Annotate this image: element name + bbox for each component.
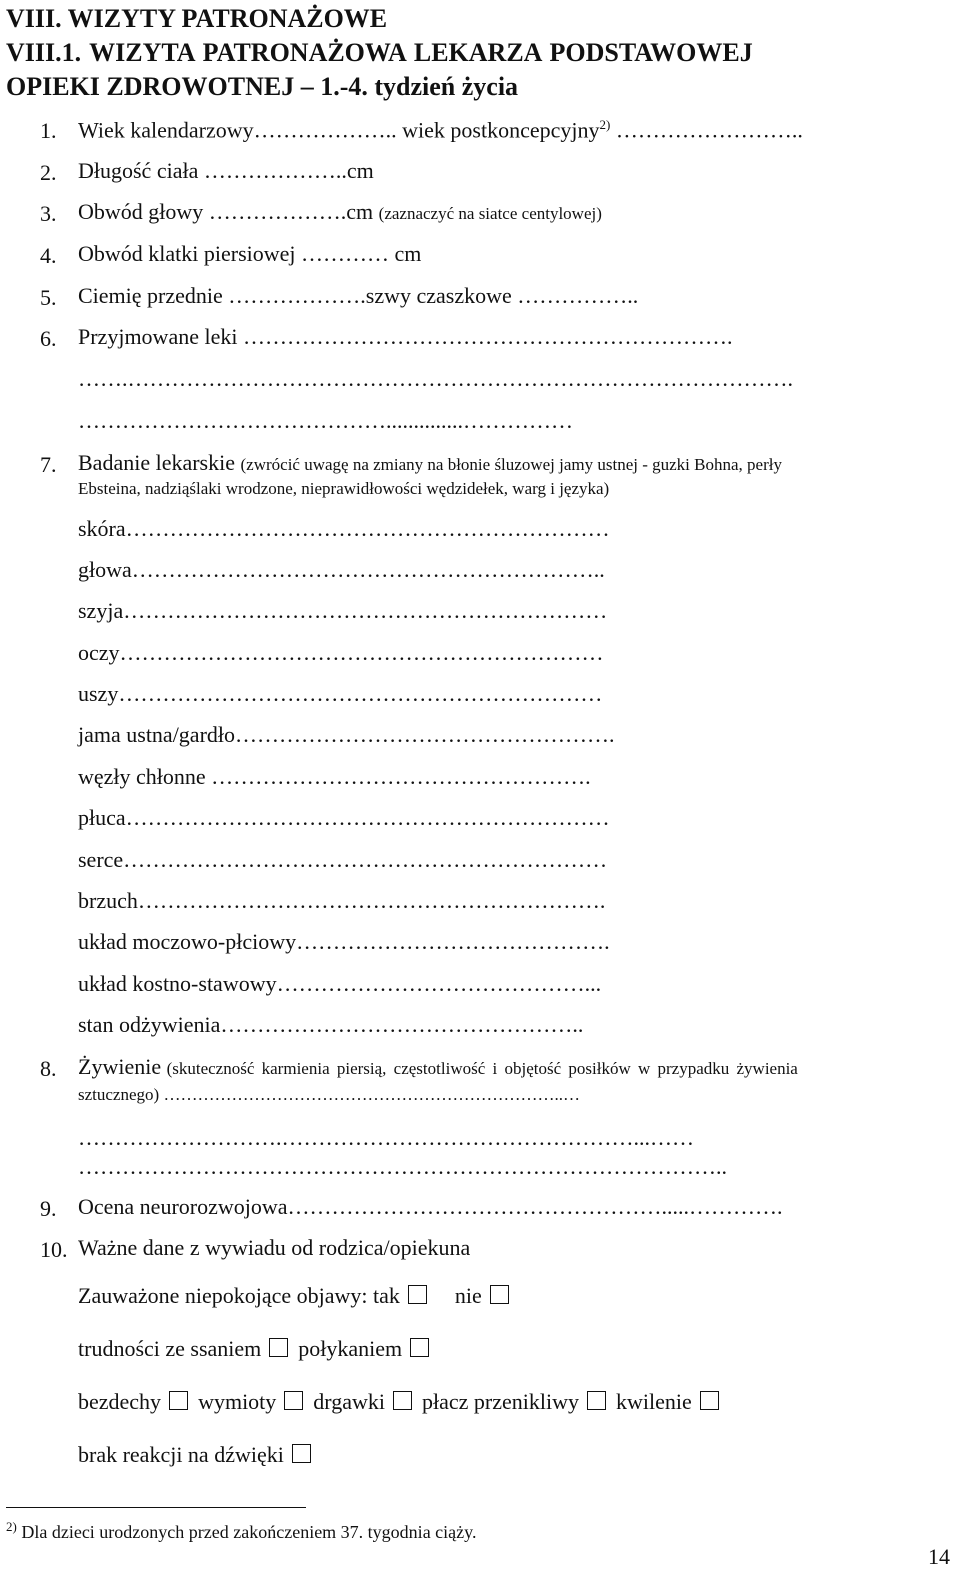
item-note: (skuteczność karmienia piersią, częstotliwość i objętość posiłków w przypadku żywienia	[166, 1059, 798, 1078]
footnote-ref: 2)	[6, 1519, 17, 1534]
exam-row-abdomen[interactable]: brzuch……………………………………………………….	[78, 888, 606, 913]
fill-in-dots[interactable]: ………………………………………………………….	[237, 324, 733, 349]
footnote-ref: 2)	[599, 117, 611, 132]
fill-in-dots[interactable]: ……………………………………………………………………………..	[78, 1154, 727, 1179]
exam-row-eyes[interactable]: oczy…………………………………………………………	[78, 640, 604, 665]
item-number: 2.	[40, 160, 57, 185]
option-label: płacz przenikliwy	[422, 1389, 579, 1414]
item-8-note-continued	[78, 1086, 580, 1103]
checkbox-no-sound-reaction[interactable]	[292, 1444, 311, 1463]
option-label: kwilenie	[616, 1389, 692, 1414]
exam-row-mouth-throat[interactable]: jama ustna/gardło…………………………………………….	[78, 722, 615, 747]
feeding-difficulty-row	[78, 1338, 439, 1360]
checkbox-apnea[interactable]	[169, 1391, 188, 1410]
item-3-head	[78, 201, 602, 223]
item-8-feeding	[78, 1056, 798, 1078]
fill-in-dots[interactable]: ……………..	[511, 283, 639, 308]
item-note: (zwrócić uwagę na zmiany na błonie śluzowej jamy ustnej - guzki Bohna, perły	[240, 455, 782, 474]
option-label: połykaniem	[298, 1336, 403, 1361]
fill-in-dots[interactable]: …….……………………………………………………………………………….	[78, 366, 793, 391]
hearing-row	[78, 1444, 321, 1466]
item-7-exam	[78, 452, 782, 474]
item-number: 10.	[40, 1237, 68, 1262]
item-5-fontanelle	[78, 285, 638, 307]
exam-row-musculoskeletal[interactable]: układ kostno-stawowy……………………………………...	[78, 971, 602, 996]
option-label: wymioty	[198, 1389, 277, 1414]
item-label: Ocena neurorozwojowa	[78, 1194, 288, 1219]
item-label: Wiek kalendarzowy	[78, 117, 254, 143]
symptoms-list-row	[78, 1391, 729, 1413]
checkbox-seizures[interactable]	[393, 1391, 412, 1410]
item-label: Badanie lekarskie	[78, 450, 235, 475]
item-label: Długość ciała	[78, 158, 199, 183]
footnote-divider	[6, 1507, 306, 1508]
checkbox-vomiting[interactable]	[284, 1391, 303, 1410]
fill-in-dots[interactable]: ……………………..	[610, 117, 803, 143]
item-label: Ciemię przednie	[78, 283, 223, 308]
item-number: 8.	[40, 1056, 57, 1081]
fill-in-dots[interactable]: ………………..	[253, 117, 403, 143]
item-number: 1.	[40, 118, 57, 143]
fill-in-dots[interactable]: ……………………………………..............……………	[78, 408, 573, 433]
checkbox-swallowing[interactable]	[410, 1338, 429, 1357]
fill-in-dots[interactable]: ………………..cm	[198, 158, 374, 183]
subsection-heading: VIII.1. WIZYTA PATRONAŻOWA LEKARZA PODSTAWOWEJ	[6, 38, 753, 67]
item-number: 9.	[40, 1196, 57, 1221]
option-label: Zauważone niepokojące objawy: tak	[78, 1283, 400, 1308]
item-note: Ebsteina, nadziąślaki wrodzone, nieprawidłowości wędzidełek, warg i języka)	[78, 479, 610, 498]
item-label: Obwód głowy	[78, 199, 204, 224]
item-1-age	[78, 118, 803, 141]
item-number: 4.	[40, 243, 57, 268]
exam-row-head[interactable]: głowa………………………………………………………..	[78, 557, 605, 582]
exam-row-heart[interactable]: serce…………………………………………………………	[78, 847, 608, 872]
footnote	[6, 1520, 476, 1541]
section-heading: VIII. WIZYTY PATRONAŻOWE	[6, 4, 388, 33]
fill-in-dots[interactable]: …………………………………………….....………….	[287, 1194, 783, 1219]
exam-row-ears[interactable]: uszy…………………………………………………………	[78, 681, 603, 706]
option-label: brak reakcji na dźwięki	[78, 1442, 284, 1467]
exam-row-nutrition[interactable]: stan odżywienia…………………………………………..	[78, 1012, 584, 1037]
exam-row-neck[interactable]: szyja…………………………………………………………	[78, 598, 608, 623]
item-number: 7.	[40, 452, 57, 477]
item-label: Przyjmowane leki	[78, 324, 238, 349]
checkbox-no[interactable]	[490, 1285, 509, 1304]
item-label: Obwód klatki piersiowej	[78, 241, 296, 266]
fill-in-dots[interactable]: ……………………….…………………………………………...……	[78, 1125, 694, 1150]
exam-row-lungs[interactable]: płuca…………………………………………………………	[78, 805, 610, 830]
item-note: sztucznego)	[78, 1085, 160, 1104]
item-number: 5.	[40, 285, 57, 310]
item-number: 6.	[40, 326, 57, 351]
fill-in-dots[interactable]: ……………….szwy czaszkowe	[222, 283, 512, 308]
option-label: nie	[454, 1283, 482, 1308]
item-label: Ważne dane z wywiadu od rodzica/opiekuna	[78, 1235, 471, 1260]
item-2-length	[78, 160, 374, 182]
fill-in-dots[interactable]: ……………….cm	[203, 199, 374, 224]
option-label: bezdechy	[78, 1389, 162, 1414]
checkbox-sucking[interactable]	[269, 1338, 288, 1357]
exam-row-skin[interactable]: skóra…………………………………………………………	[78, 516, 610, 541]
checkbox-yes[interactable]	[408, 1285, 427, 1304]
fill-in-dots[interactable]: ………… cm	[295, 241, 422, 266]
item-number: 3.	[40, 201, 57, 226]
item-label: wiek postkoncepcyjny	[402, 117, 600, 143]
subsection-heading-continued: OPIEKI ZDROWOTNEJ – 1.-4. tydzień życia	[6, 72, 519, 101]
footnote-text: Dla dzieci urodzonych przed zakończeniem 37. tygodnia ciąży.	[16, 1522, 477, 1542]
fill-in-dots[interactable]: ……………………………………………………………..…	[159, 1085, 580, 1104]
exam-row-urogenital[interactable]: układ moczowo-płciowy…………………………………….	[78, 929, 610, 954]
item-note: (zaznaczyć na siatce centylowej)	[378, 204, 602, 223]
checkbox-piercing-cry[interactable]	[587, 1391, 606, 1410]
item-6-medications	[78, 326, 732, 348]
item-label: Żywienie	[78, 1054, 162, 1079]
item-9-neurodevelopment	[78, 1196, 783, 1218]
symptoms-row	[78, 1285, 519, 1307]
exam-row-lymph-nodes[interactable]: węzły chłonne …………………………………………….	[78, 764, 591, 789]
option-label: trudności ze ssaniem	[78, 1336, 262, 1361]
item-4-chest	[78, 243, 421, 265]
checkbox-whimpering[interactable]	[700, 1391, 719, 1410]
option-label: drgawki	[313, 1389, 385, 1414]
page-number: 14	[928, 1544, 950, 1569]
